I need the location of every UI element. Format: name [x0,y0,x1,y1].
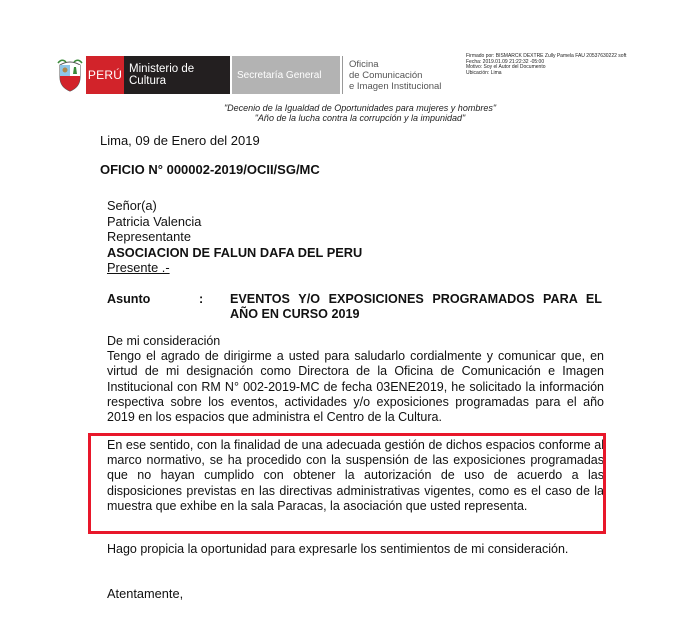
signature-line: Motivo: Soy el Autor del Documento [466,64,546,71]
office-line: e Imagen Institucional [349,81,442,92]
asunto-label: Asunto [107,292,151,306]
closing-salutation: Atentamente, [107,586,184,601]
year-name-line: "Año de la lucha contra la corrupción y la impunidad" [254,113,466,123]
recipient-presente: Presente .- [107,260,170,276]
paragraph-intro: De mi consideración Tengo el agrado de dirigirme a usted para saludarlo cordialmente y comunicar que, en virtud de mi designación como Directora de la Oficina de Comunicación e Imagen Institucional con RM N° 002-2019-MC de fecha 03ENE2019, he solicitado la información respectiva sobre los eventos, actividades y/o exposiciones programadas para el año 2019 en los espacios que administra el Centro de la Cultura. [107,334,604,425]
highlight-box [88,433,606,534]
recipient-organization: ASOCIACION DE FALUN DAFA DEL PERU [107,244,363,260]
decenio-line: "Decenio de la Igualdad de Oportunidades para mujeres y hombres" [223,103,497,113]
signature-line: Ubicación: Lima [466,69,502,76]
recipient-role: Representante [107,229,191,245]
asunto-colon: : [199,292,204,306]
office-label [342,56,454,94]
peru-label: PERÚ [86,56,124,94]
office-line: Oficina [349,59,379,70]
office-line: de Comunicación [349,70,423,81]
recipient-salutation: Señor(a) [107,198,157,213]
asunto-text: EVENTOS Y/O EXPOSICIONES PROGRAMADOS PARA EL AÑO EN CURSO 2019 [230,292,602,321]
official-year-names [150,103,570,123]
signature-line: Firmado por: BISMARCK DEXTRE Zully Pamela FAU 20537630222 soft [466,53,627,59]
ministry-label: Ministerio de Cultura [124,56,230,94]
recipient-name: Patricia Valencia [107,213,202,229]
peru-coat-of-arms-icon [56,57,84,93]
letter-date: Lima, 09 de Enero del 2019 [100,133,260,148]
digital-signature-block [466,54,676,76]
secretariat-label: Secretaría General [232,56,340,94]
signature-line: Fecha: 2019.01.09 21:22:32 -05:00 [466,58,545,65]
recipient-block [107,198,362,276]
paragraph-closing: Hago propicia la oportunidad para expresarle los sentimientos de mi consideración. [107,542,569,556]
paragraph-suspension: En ese sentido, con la finalidad de una adecuada gestión de dichos espacios conforme al marco normativo, se ha procedido con la suspensión de las exposiciones programadas que no hayan cumplido con obtener la autorización de uso de acuerdo a las disposiciones previstas en las directivas administrativas vigentes, como es el caso de la muestra que exhibe en la sala Paracas, la asociación que usted representa. [107,438,604,513]
oficio-number: OFICIO N° 000002-2019/OCII/SG/MC [100,162,320,177]
